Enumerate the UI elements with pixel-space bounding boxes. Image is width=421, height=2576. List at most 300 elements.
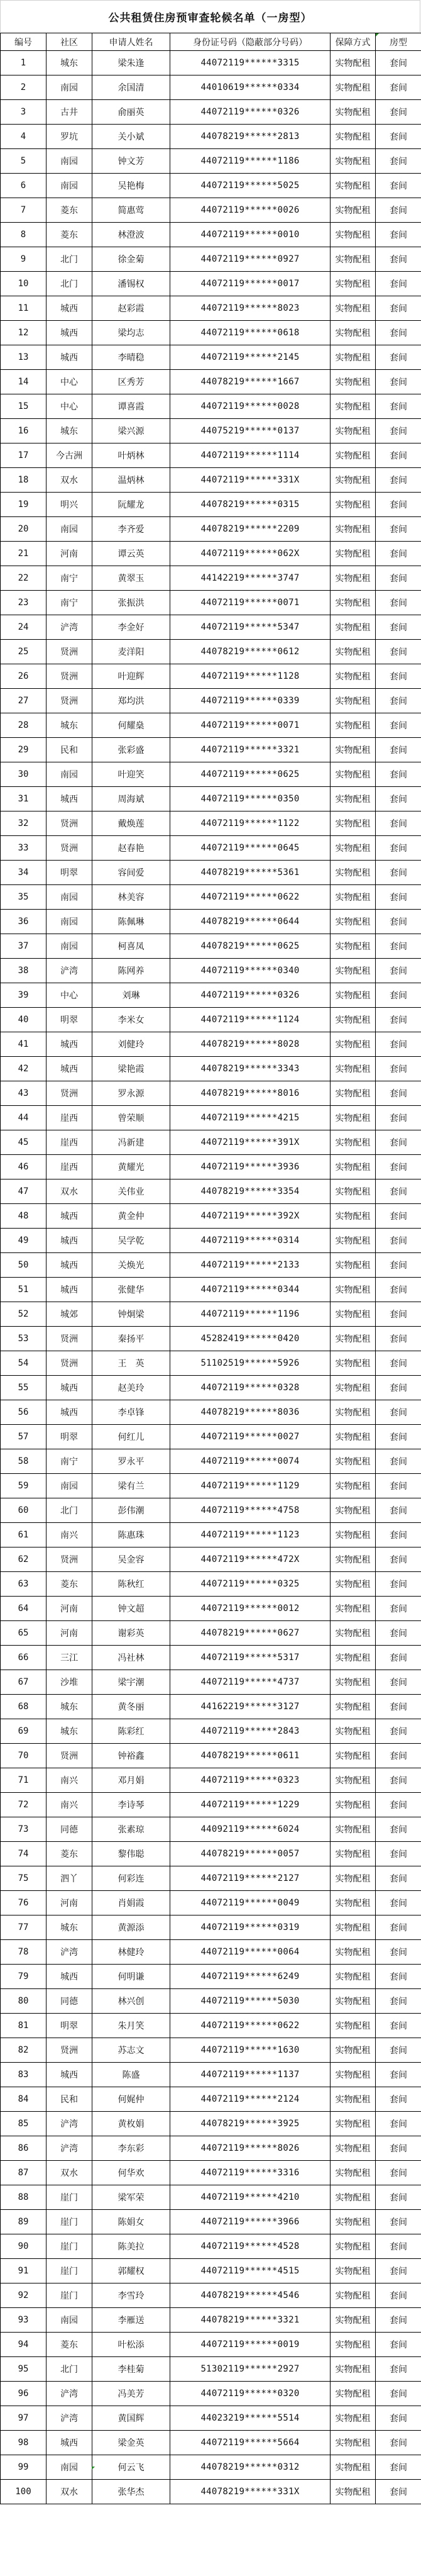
cell-name[interactable]: 徐金菊 (92, 247, 170, 272)
cell-no[interactable]: 61 (1, 1523, 46, 1547)
cell-type[interactable]: 套间 (376, 2136, 421, 2161)
cell-mode[interactable]: 实物配租 (331, 959, 376, 983)
cell-no[interactable]: 8 (1, 223, 46, 247)
cell-community[interactable]: 城西 (46, 1204, 92, 1229)
cell-name[interactable]: 柯喜凤 (92, 934, 170, 959)
cell-id[interactable]: 44072119******2145 (170, 345, 331, 370)
cell-no[interactable]: 1 (1, 51, 46, 75)
cell-name[interactable]: 陈盛 (92, 2063, 170, 2087)
cell-name[interactable]: 何娓仲 (92, 2087, 170, 2112)
cell-type[interactable]: 套间 (376, 566, 421, 591)
cell-no[interactable]: 18 (1, 468, 46, 493)
cell-mode[interactable]: 实物配租 (331, 468, 376, 493)
cell-no[interactable]: 44 (1, 1106, 46, 1130)
cell-name[interactable]: 俞丽英 (92, 100, 170, 125)
cell-no[interactable]: 54 (1, 1351, 46, 1376)
cell-id[interactable]: 44072119******0622 (170, 885, 331, 910)
cell-community[interactable]: 贤洲 (46, 2038, 92, 2063)
cell-id[interactable]: 45282419******0420 (170, 1327, 331, 1351)
cell-community[interactable]: 城西 (46, 1400, 92, 1425)
cell-name[interactable]: 冯美芳 (92, 2382, 170, 2406)
cell-no[interactable]: 65 (1, 1621, 46, 1646)
cell-no[interactable]: 22 (1, 566, 46, 591)
cell-type[interactable]: 套间 (376, 493, 421, 517)
cell-mode[interactable]: 实物配租 (331, 1302, 376, 1327)
cell-no[interactable]: 6 (1, 174, 46, 198)
cell-no[interactable]: 37 (1, 934, 46, 959)
cell-no[interactable]: 52 (1, 1302, 46, 1327)
cell-community[interactable]: 河南 (46, 1621, 92, 1646)
cell-id[interactable]: 44075219******0137 (170, 419, 331, 443)
cell-name[interactable]: 林健玲 (92, 1940, 170, 1965)
cell-name[interactable]: 朱月笑 (92, 2014, 170, 2038)
cell-mode[interactable]: 实物配租 (331, 1670, 376, 1695)
cell-no[interactable]: 36 (1, 910, 46, 934)
cell-type[interactable]: 套间 (376, 394, 421, 419)
cell-mode[interactable]: 实物配租 (331, 2038, 376, 2063)
cell-community[interactable]: 崖门 (46, 2210, 92, 2234)
cell-name[interactable]: 冯新建 (92, 1130, 170, 1155)
cell-no[interactable]: 34 (1, 861, 46, 885)
cell-no[interactable]: 13 (1, 345, 46, 370)
cell-mode[interactable]: 实物配租 (331, 2063, 376, 2087)
cell-community[interactable]: 崖西 (46, 1155, 92, 1179)
cell-id[interactable]: 44078219******8016 (170, 1081, 331, 1106)
cell-name[interactable]: 钟炯梁 (92, 1302, 170, 1327)
cell-no[interactable]: 43 (1, 1081, 46, 1106)
cell-community[interactable]: 今古洲 (46, 443, 92, 468)
cell-type[interactable]: 套间 (376, 738, 421, 762)
cell-type[interactable]: 套间 (376, 2259, 421, 2283)
cell-name[interactable]: 陈美拉 (92, 2234, 170, 2259)
cell-id[interactable]: 44072119******0625 (170, 762, 331, 787)
cell-name[interactable]: 戴焕莲 (92, 811, 170, 836)
cell-name[interactable]: 肖娟霞 (92, 1891, 170, 1915)
cell-type[interactable]: 套间 (376, 517, 421, 542)
cell-name[interactable]: 谭喜霞 (92, 394, 170, 419)
cell-community[interactable]: 南园 (46, 75, 92, 100)
cell-community[interactable]: 双水 (46, 2480, 92, 2504)
cell-name[interactable]: 曾荣顺 (92, 1106, 170, 1130)
cell-type[interactable]: 套间 (376, 1891, 421, 1915)
cell-community[interactable]: 贤洲 (46, 1547, 92, 1572)
cell-no[interactable]: 72 (1, 1793, 46, 1817)
cell-community[interactable]: 三江 (46, 1646, 92, 1670)
cell-mode[interactable]: 实物配租 (331, 2455, 376, 2480)
cell-mode[interactable]: 实物配租 (331, 1278, 376, 1302)
cell-id[interactable]: 44072119******1124 (170, 1008, 331, 1032)
cell-no[interactable]: 9 (1, 247, 46, 272)
cell-no[interactable]: 99 (1, 2455, 46, 2480)
cell-id[interactable]: 44072119******5030 (170, 1989, 331, 2014)
cell-mode[interactable]: 实物配租 (331, 1081, 376, 1106)
cell-no[interactable]: 15 (1, 394, 46, 419)
cell-type[interactable]: 套间 (376, 1621, 421, 1646)
cell-mode[interactable]: 实物配租 (331, 517, 376, 542)
header-community[interactable]: 社区 (46, 33, 92, 51)
cell-name[interactable]: 钟裕鑫 (92, 1744, 170, 1768)
cell-no[interactable]: 76 (1, 1891, 46, 1915)
cell-no[interactable]: 40 (1, 1008, 46, 1032)
cell-name[interactable]: 张华杰 (92, 2480, 170, 2504)
cell-no[interactable]: 74 (1, 1842, 46, 1866)
cell-no[interactable]: 31 (1, 787, 46, 811)
cell-mode[interactable]: 实物配租 (331, 1351, 376, 1376)
cell-no[interactable]: 98 (1, 2431, 46, 2455)
cell-name[interactable]: 张彩盛 (92, 738, 170, 762)
cell-mode[interactable]: 实物配租 (331, 1842, 376, 1866)
cell-type[interactable]: 套间 (376, 1057, 421, 1081)
cell-id[interactable]: 44072119******0012 (170, 1597, 331, 1621)
cell-community[interactable]: 浐湾 (46, 1940, 92, 1965)
cell-mode[interactable]: 实物配租 (331, 1204, 376, 1229)
cell-id[interactable]: 44162219******3127 (170, 1695, 331, 1719)
cell-name[interactable]: 钟文芳 (92, 149, 170, 174)
cell-community[interactable]: 河南 (46, 542, 92, 566)
cell-id[interactable]: 44072119******1123 (170, 1523, 331, 1547)
cell-id[interactable]: 44072119******331X (170, 468, 331, 493)
cell-no[interactable]: 82 (1, 2038, 46, 2063)
cell-id[interactable]: 44072119******5664 (170, 2431, 331, 2455)
cell-id[interactable]: 44072119******1114 (170, 443, 331, 468)
cell-community[interactable]: 明翠 (46, 2014, 92, 2038)
cell-community[interactable]: 南园 (46, 885, 92, 910)
cell-name[interactable]: 吴金容 (92, 1547, 170, 1572)
cell-id[interactable]: 44072119******1186 (170, 149, 331, 174)
cell-type[interactable]: 套间 (376, 1327, 421, 1351)
cell-id[interactable]: 44072119******392X (170, 1204, 331, 1229)
cell-no[interactable]: 38 (1, 959, 46, 983)
cell-name[interactable]: 王 英 (92, 1351, 170, 1376)
cell-id[interactable]: 44072119******0320 (170, 2382, 331, 2406)
cell-name[interactable]: 林美容 (92, 885, 170, 910)
cell-id[interactable]: 44072119******0071 (170, 591, 331, 615)
cell-name[interactable]: 梁兴源 (92, 419, 170, 443)
cell-name[interactable]: 梁均志 (92, 321, 170, 345)
cell-community[interactable]: 南园 (46, 517, 92, 542)
cell-type[interactable]: 套间 (376, 2014, 421, 2038)
cell-type[interactable]: 套间 (376, 1351, 421, 1376)
cell-community[interactable]: 菱东 (46, 2333, 92, 2357)
cell-no[interactable]: 55 (1, 1376, 46, 1400)
cell-community[interactable]: 古井 (46, 100, 92, 125)
cell-mode[interactable]: 实物配租 (331, 738, 376, 762)
cell-community[interactable]: 城东 (46, 1719, 92, 1744)
cell-id[interactable]: 44072119******2133 (170, 1253, 331, 1278)
cell-id[interactable]: 44072119******0325 (170, 1572, 331, 1597)
cell-type[interactable]: 套间 (376, 885, 421, 910)
cell-name[interactable]: 阮耀龙 (92, 493, 170, 517)
cell-no[interactable]: 14 (1, 370, 46, 394)
cell-type[interactable]: 套间 (376, 100, 421, 125)
cell-id[interactable]: 44072119******0319 (170, 1915, 331, 1940)
cell-type[interactable]: 套间 (376, 1449, 421, 1474)
cell-community[interactable]: 南园 (46, 1474, 92, 1498)
cell-no[interactable]: 96 (1, 2382, 46, 2406)
cell-community[interactable]: 贤洲 (46, 836, 92, 861)
cell-type[interactable]: 套间 (376, 468, 421, 493)
cell-no[interactable]: 57 (1, 1425, 46, 1449)
cell-community[interactable]: 城东 (46, 1915, 92, 1940)
header-no[interactable]: 编号 (1, 33, 46, 51)
cell-type[interactable]: 套间 (376, 1008, 421, 1032)
cell-type[interactable]: 套间 (376, 2210, 421, 2234)
cell-name[interactable]: 黄国辉 (92, 2406, 170, 2431)
cell-mode[interactable]: 实物配租 (331, 1179, 376, 1204)
cell-id[interactable]: 44072119******0064 (170, 1940, 331, 1965)
cell-mode[interactable]: 实物配租 (331, 1106, 376, 1130)
cell-mode[interactable]: 实物配租 (331, 1400, 376, 1425)
cell-mode[interactable]: 实物配租 (331, 51, 376, 75)
cell-mode[interactable]: 实物配租 (331, 1915, 376, 1940)
cell-id[interactable]: 44078219******3925 (170, 2112, 331, 2136)
cell-community[interactable]: 北门 (46, 247, 92, 272)
cell-type[interactable]: 套间 (376, 2480, 421, 2504)
cell-mode[interactable]: 实物配租 (331, 493, 376, 517)
cell-community[interactable]: 民和 (46, 2087, 92, 2112)
cell-no[interactable]: 35 (1, 885, 46, 910)
cell-community[interactable]: 同德 (46, 1989, 92, 2014)
cell-id[interactable]: 44072119******0071 (170, 713, 331, 738)
cell-mode[interactable]: 实物配租 (331, 591, 376, 615)
cell-no[interactable]: 92 (1, 2283, 46, 2308)
cell-no[interactable]: 93 (1, 2308, 46, 2333)
cell-name[interactable]: 简惠莺 (92, 198, 170, 223)
cell-id[interactable]: 44072119******2127 (170, 1866, 331, 1891)
cell-no[interactable]: 94 (1, 2333, 46, 2357)
cell-type[interactable]: 套间 (376, 345, 421, 370)
cell-name[interactable]: 钟文超 (92, 1597, 170, 1621)
cell-mode[interactable]: 实物配租 (331, 2185, 376, 2210)
cell-type[interactable]: 套间 (376, 2038, 421, 2063)
cell-community[interactable]: 菱东 (46, 1572, 92, 1597)
cell-id[interactable]: 44078219******8028 (170, 1032, 331, 1057)
cell-type[interactable]: 套间 (376, 1032, 421, 1057)
cell-id[interactable]: 44072119******1122 (170, 811, 331, 836)
cell-type[interactable]: 套间 (376, 591, 421, 615)
cell-community[interactable]: 南园 (46, 174, 92, 198)
cell-community[interactable]: 浐湾 (46, 615, 92, 640)
cell-id[interactable]: 44078219******3321 (170, 2308, 331, 2333)
cell-id[interactable]: 44072119******6249 (170, 1965, 331, 1989)
cell-id[interactable]: 51102519******5926 (170, 1351, 331, 1376)
cell-mode[interactable]: 实物配租 (331, 1695, 376, 1719)
cell-id[interactable]: 44072119******0027 (170, 1425, 331, 1449)
cell-name[interactable]: 张素琼 (92, 1817, 170, 1842)
cell-id[interactable]: 44072119******1229 (170, 1793, 331, 1817)
cell-community[interactable]: 民和 (46, 738, 92, 762)
cell-no[interactable]: 56 (1, 1400, 46, 1425)
cell-no[interactable]: 29 (1, 738, 46, 762)
cell-mode[interactable]: 实物配租 (331, 1327, 376, 1351)
cell-community[interactable]: 河南 (46, 1891, 92, 1915)
cell-id[interactable]: 44072119******0049 (170, 1891, 331, 1915)
cell-community[interactable]: 南兴 (46, 1523, 92, 1547)
cell-type[interactable]: 套间 (376, 713, 421, 738)
cell-community[interactable]: 南园 (46, 2308, 92, 2333)
cell-type[interactable]: 套间 (376, 1376, 421, 1400)
cell-id[interactable]: 44072119******0344 (170, 1278, 331, 1302)
cell-mode[interactable]: 实物配租 (331, 272, 376, 296)
cell-community[interactable]: 南宁 (46, 1449, 92, 1474)
cell-mode[interactable]: 实物配租 (331, 2406, 376, 2431)
cell-name[interactable]: 梁艳霞 (92, 1057, 170, 1081)
cell-name[interactable]: 区秀芳 (92, 370, 170, 394)
cell-type[interactable]: 套间 (376, 1179, 421, 1204)
cell-type[interactable]: 套间 (376, 1523, 421, 1547)
cell-type[interactable]: 套间 (376, 959, 421, 983)
cell-id[interactable]: 44078219******0627 (170, 1621, 331, 1646)
cell-mode[interactable]: 实物配租 (331, 2087, 376, 2112)
cell-mode[interactable]: 实物配租 (331, 713, 376, 738)
cell-mode[interactable]: 实物配租 (331, 223, 376, 247)
cell-type[interactable]: 套间 (376, 1989, 421, 2014)
cell-type[interactable]: 套间 (376, 198, 421, 223)
cell-name[interactable]: 郑均洪 (92, 689, 170, 713)
cell-community[interactable]: 贤洲 (46, 1744, 92, 1768)
cell-no[interactable]: 85 (1, 2112, 46, 2136)
cell-mode[interactable]: 实物配租 (331, 247, 376, 272)
cell-type[interactable]: 套间 (376, 811, 421, 836)
cell-no[interactable]: 3 (1, 100, 46, 125)
cell-name[interactable]: 何彩连 (92, 1866, 170, 1891)
cell-type[interactable]: 套间 (376, 762, 421, 787)
cell-community[interactable]: 中心 (46, 370, 92, 394)
cell-no[interactable]: 63 (1, 1572, 46, 1597)
cell-no[interactable]: 30 (1, 762, 46, 787)
cell-community[interactable]: 南园 (46, 910, 92, 934)
cell-mode[interactable]: 实物配租 (331, 542, 376, 566)
cell-type[interactable]: 套间 (376, 2063, 421, 2087)
cell-mode[interactable]: 实物配租 (331, 1253, 376, 1278)
cell-mode[interactable]: 实物配租 (331, 836, 376, 861)
cell-id[interactable]: 44072119******0026 (170, 198, 331, 223)
cell-type[interactable]: 套间 (376, 542, 421, 566)
cell-community[interactable]: 浐湾 (46, 2406, 92, 2431)
cell-type[interactable]: 套间 (376, 836, 421, 861)
cell-id[interactable]: 44072119******0019 (170, 2333, 331, 2357)
cell-type[interactable]: 套间 (376, 1817, 421, 1842)
cell-community[interactable]: 菱东 (46, 1842, 92, 1866)
cell-id[interactable]: 44072119******3315 (170, 51, 331, 75)
cell-community[interactable]: 贤洲 (46, 1327, 92, 1351)
cell-id[interactable]: 44023219******5514 (170, 2406, 331, 2431)
cell-no[interactable]: 75 (1, 1866, 46, 1891)
cell-no[interactable]: 4 (1, 125, 46, 149)
cell-no[interactable]: 78 (1, 1940, 46, 1965)
cell-community[interactable]: 河南 (46, 1597, 92, 1621)
cell-mode[interactable]: 实物配租 (331, 1793, 376, 1817)
cell-no[interactable]: 47 (1, 1179, 46, 1204)
cell-type[interactable]: 套间 (376, 1106, 421, 1130)
cell-type[interactable]: 套间 (376, 2333, 421, 2357)
cell-id[interactable]: 44078219******0312 (170, 2455, 331, 2480)
cell-community[interactable]: 城西 (46, 2431, 92, 2455)
cell-mode[interactable]: 实物配租 (331, 1891, 376, 1915)
cell-mode[interactable]: 实物配租 (331, 885, 376, 910)
cell-type[interactable]: 套间 (376, 125, 421, 149)
cell-id[interactable]: 44072119******8026 (170, 2136, 331, 2161)
cell-no[interactable]: 48 (1, 1204, 46, 1229)
cell-type[interactable]: 套间 (376, 2234, 421, 2259)
cell-no[interactable]: 51 (1, 1278, 46, 1302)
cell-name[interactable]: 李米女 (92, 1008, 170, 1032)
cell-mode[interactable]: 实物配租 (331, 861, 376, 885)
cell-no[interactable]: 46 (1, 1155, 46, 1179)
cell-mode[interactable]: 实物配租 (331, 2136, 376, 2161)
cell-no[interactable]: 5 (1, 149, 46, 174)
cell-mode[interactable]: 实物配租 (331, 1008, 376, 1032)
cell-name[interactable]: 邓月娟 (92, 1768, 170, 1793)
cell-id[interactable]: 44078219******3354 (170, 1179, 331, 1204)
cell-no[interactable]: 21 (1, 542, 46, 566)
cell-mode[interactable]: 实物配租 (331, 296, 376, 321)
cell-mode[interactable]: 实物配租 (331, 1572, 376, 1597)
cell-id[interactable]: 44072119******4215 (170, 1106, 331, 1130)
header-name[interactable]: 申请人姓名 (92, 33, 170, 51)
cell-mode[interactable]: 实物配租 (331, 2431, 376, 2455)
cell-name[interactable]: 林兴创 (92, 1989, 170, 2014)
cell-community[interactable]: 双水 (46, 1179, 92, 1204)
cell-id[interactable]: 44072119******3966 (170, 2210, 331, 2234)
cell-type[interactable]: 套间 (376, 1670, 421, 1695)
cell-name[interactable]: 何耀燊 (92, 713, 170, 738)
cell-community[interactable]: 城西 (46, 321, 92, 345)
cell-community[interactable]: 明兴 (46, 493, 92, 517)
cell-community[interactable]: 城西 (46, 345, 92, 370)
cell-no[interactable]: 28 (1, 713, 46, 738)
cell-name[interactable]: 刘健玲 (92, 1032, 170, 1057)
cell-name[interactable]: 温炳林 (92, 468, 170, 493)
cell-type[interactable]: 套间 (376, 2161, 421, 2185)
cell-id[interactable]: 44072119******0010 (170, 223, 331, 247)
cell-type[interactable]: 套间 (376, 1474, 421, 1498)
cell-community[interactable]: 泗丫 (46, 1866, 92, 1891)
cell-id[interactable]: 44072119******1196 (170, 1302, 331, 1327)
cell-community[interactable]: 南园 (46, 149, 92, 174)
cell-name[interactable]: 赵春艳 (92, 836, 170, 861)
cell-id[interactable]: 44072119******0622 (170, 2014, 331, 2038)
cell-no[interactable]: 71 (1, 1768, 46, 1793)
cell-mode[interactable]: 实物配租 (331, 934, 376, 959)
cell-name[interactable]: 叶迎辉 (92, 664, 170, 689)
cell-mode[interactable]: 实物配租 (331, 1523, 376, 1547)
cell-type[interactable]: 套间 (376, 1915, 421, 1940)
cell-mode[interactable]: 实物配租 (331, 1547, 376, 1572)
cell-mode[interactable]: 实物配租 (331, 149, 376, 174)
cell-type[interactable]: 套间 (376, 2455, 421, 2480)
header-mode[interactable]: 保障方式 (331, 33, 376, 51)
cell-id[interactable]: 44072119******0326 (170, 983, 331, 1008)
cell-community[interactable]: 崖西 (46, 1130, 92, 1155)
cell-mode[interactable]: 实物配租 (331, 2210, 376, 2234)
cell-name[interactable]: 赵彩霞 (92, 296, 170, 321)
cell-community[interactable]: 南园 (46, 934, 92, 959)
cell-id[interactable]: 44072119******1630 (170, 2038, 331, 2063)
cell-name[interactable]: 梁金英 (92, 2431, 170, 2455)
cell-id[interactable]: 44142219******3747 (170, 566, 331, 591)
cell-type[interactable]: 套间 (376, 787, 421, 811)
cell-community[interactable]: 北门 (46, 272, 92, 296)
cell-mode[interactable]: 实物配租 (331, 1646, 376, 1670)
cell-type[interactable]: 套间 (376, 1597, 421, 1621)
cell-no[interactable]: 16 (1, 419, 46, 443)
cell-mode[interactable]: 实物配租 (331, 174, 376, 198)
cell-name[interactable]: 赵美玲 (92, 1376, 170, 1400)
cell-no[interactable]: 59 (1, 1474, 46, 1498)
cell-id[interactable]: 44078219******0611 (170, 1744, 331, 1768)
cell-id[interactable]: 44010619******0334 (170, 75, 331, 100)
